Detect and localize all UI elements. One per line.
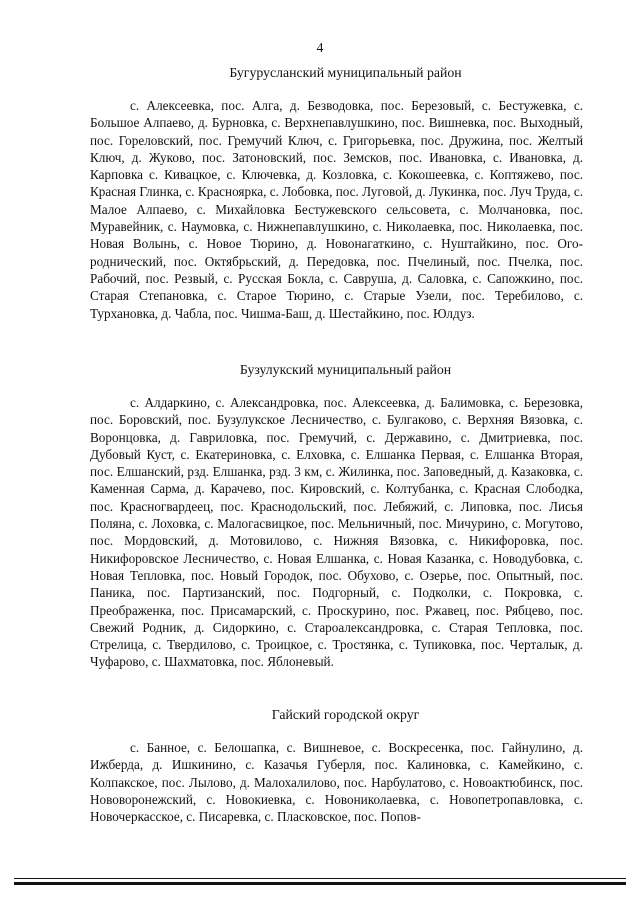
section-buguruslan xyxy=(90,64,583,322)
section-title: Бугурусланский муниципальный район xyxy=(229,65,462,80)
page-number: 4 xyxy=(316,40,324,55)
footer-rule-thick xyxy=(14,882,626,885)
section-body: с. Банное, с. Белошапка, с. Вишневое, с. Воскресенка, пос. Гайнулино, д. Ижберда, д. Ишкинино, с. Казачья Губерля, пос. Калиновка, с. Камейкино, с. Колпакское, пос. Лылово, д. Малохалилово, пос. Нарбулатово, с. Новоактюбинск, пос. Нововоронежский, с. Новокиевка, с. Новониколаевка, с. Новопетропавловка, с. Новочеркасское, с. Писаревка, с. Пласковское, пос. Попов- xyxy=(90,740,583,825)
section-gai xyxy=(90,706,583,825)
footer-rule-thin xyxy=(14,878,626,879)
section-buzuluk xyxy=(90,361,583,671)
section-title: Бузулукский муниципальный район xyxy=(239,362,452,377)
section-body: с. Алдаркино, с. Александровка, пос. Алексеевка, д. Балимовка, с. Березовка, пос. Боровский, пос. Бузулукское Лесничество, с. Булгаково, с. Верхняя Вязовка, с. Воронцовка, д. Гавриловка, пос. Гремучий, с. Державино, с. Дмитриевка, пос. Дубовый Куст, с. Екатериновка, с. Елховка, с. Елшанка Первая, с. Елшанка Вторая, пос. Елшанский, рзд. Елшанка, рзд. 3 км, с. Жилинка, пос. Заповедный, д. Казаковка, с. Каменная Сарма, д. Карачево, пос. Кировский, с. Колтубанка, с. Красная Слободка, пос. Красногвардеец, пос. Краснодольский, пос. Лебяжий, с. Липовка, пос. Лисья Поляна, с. Лоховка, с. Малогасвицкое, пос. Мельничный, пос. Мичурино, с. Могутово, пос. Мордовский, д. Мотовилово, с. Нижняя Вязовка, с. Никифоровка, пос. Никифоровское Лесничество, с. Новая Елшанка, с. Новая Казанка, с. Новодубовка, с. Новая Тепловка, пос. Новый Городок, пос. Обухово, с. Озерье, пос. Опытный, пос. Паника, пос. Партизанский, пос. Подгорный, с. Подколки, с. Покровка, с. Преображенка, пос. Присамарский, с. Проскурино, пос. Ржавец, пос. Рябцево, пос. Свежий Родник, д. Сидоркино, с. Староалександровка, с. Старая Тепловка, пос. Стрелица, с. Твердилово, с. Троицкое, с. Тростянка, с. Тупиковка, пос. Черталык, д. Чуфарово, с. Шахматовка, пос. Яблоневый. xyxy=(90,395,583,670)
section-title: Гайский городской округ xyxy=(271,707,420,722)
section-body: с. Алексеевка, пос. Алга, д. Безводовка, пос. Березовый, с. Бестужевка, с. Большое Алпаево, д. Бурновка, с. Верхнепавлушкино, пос. Вишневка, пос. Выходный, пос. Гореловский, пос. Гремучий Ключ, с. Григорьевка, пос. Дружина, пос. Желтый Ключ, д. Жуково, пос. Затоновский, пос. Земсков, пос. Ивановка, с. Ивановка, д. Карповка с. Кивацкое, с. Ключевка, д. Козловка, с. Кокошеевка, с. Коптяжево, пос. Красная Глинка, с. Красноярка, с. Лобовка, пос. Луговой, д. Лукинка, пос. Луч Труда, с. Малое Алпаево, с. Михайловка Бестужевского сельсовета, с. Молчановка, пос. Муравейник, с. Наумовка, с. Нижнепавлушкино, с. Николаевка, пос. Николаевка, пос. Новая Волынь, с. Новое Тюрино, д. Новонагаткино, с. Нуштайкино, пос. Огороднический, пос. Октябрьский, д. Передовка, пос. Пчелиный, пос. Пчелка, пос. Рабочий, пос. Резвый, с. Русская Бокла, с. Савруша, д. Саловка, с. Сапожкино, пос. Старая Степановка, с. Старое Тюрино, с. Старые Узели, пос. Теребилово, с. Турхановка, д. Чабла, пос. Чишма-Баш, д. Шестайкино, пос. Юлдуз. xyxy=(90,98,583,321)
